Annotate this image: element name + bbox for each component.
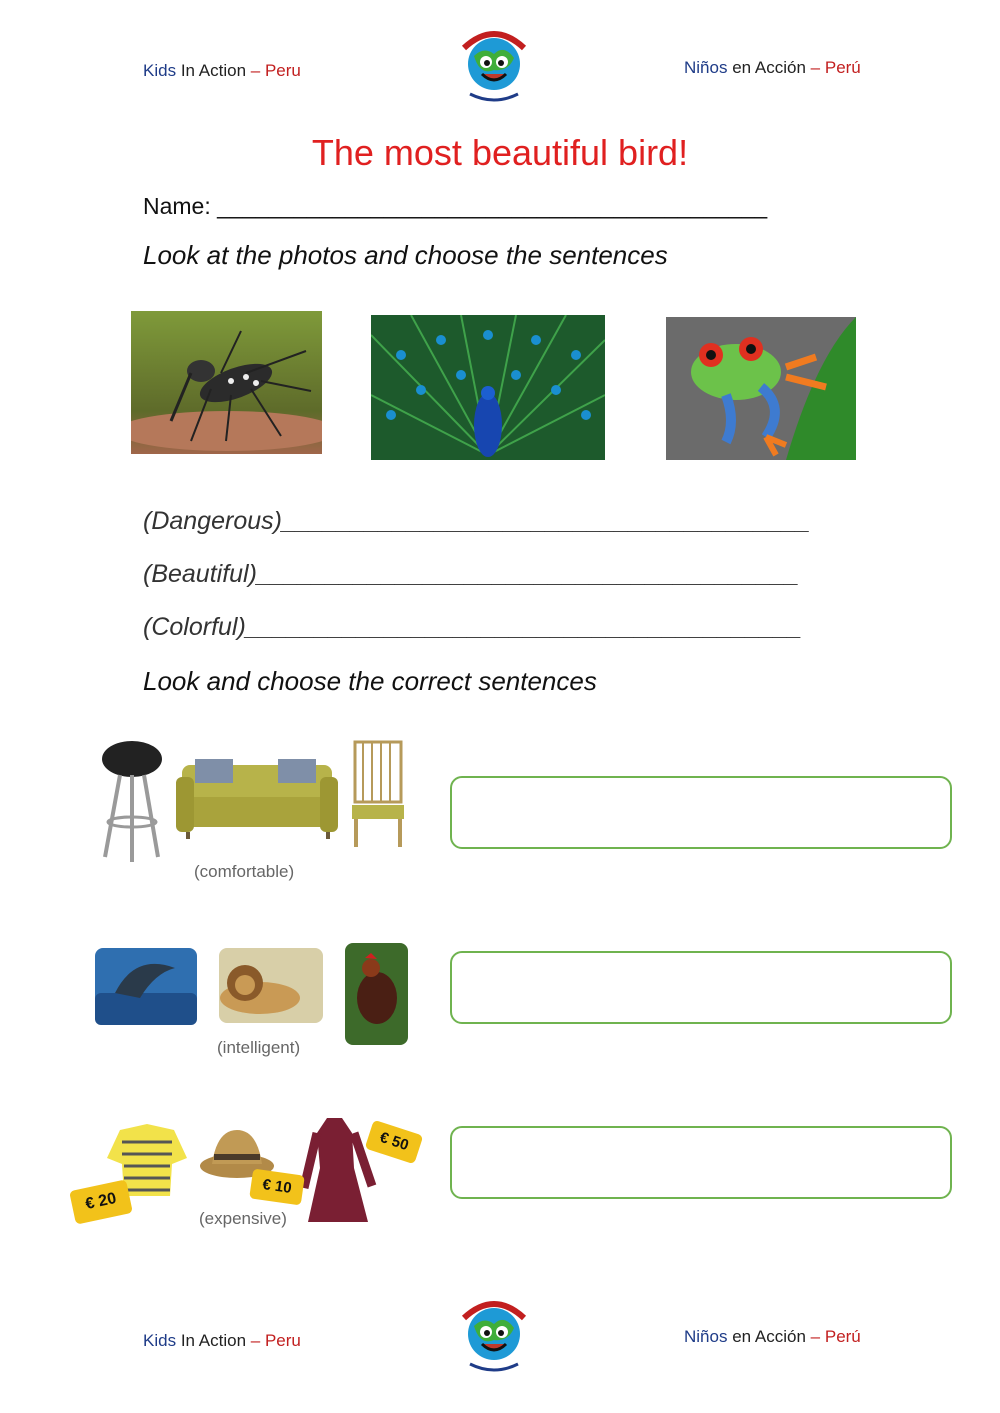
frog-photo xyxy=(666,317,856,460)
price-tag-20: € 20 xyxy=(69,1179,133,1224)
price-tag-10: € 10 xyxy=(249,1169,305,1206)
brand-pais: – Perú xyxy=(810,58,861,77)
answer-box-intelligent[interactable] xyxy=(450,951,952,1024)
page-title: The most beautiful bird! xyxy=(311,132,689,173)
header-left-text xyxy=(143,61,301,81)
answer-box-comfortable[interactable] xyxy=(450,776,952,849)
name-field[interactable]: Name: ___________________________________________ xyxy=(143,193,768,219)
sentence-line-dangerous[interactable]: (Dangerous)______________________________________ xyxy=(143,507,811,535)
footer-logo xyxy=(450,1290,538,1378)
caption-intelligent: (intelligent) xyxy=(217,1038,301,1057)
header-right-text xyxy=(684,58,861,78)
instruction-correct-sentences: Look and choose the correct sentences xyxy=(143,666,597,696)
brand-country: – Peru xyxy=(250,61,301,80)
footer-right-text xyxy=(684,1327,861,1347)
mosquito-photo xyxy=(131,311,322,454)
footer-brand-ninos: Niños xyxy=(684,1327,728,1346)
brand-in-action: In Action xyxy=(180,61,247,80)
brand-en-accion: en Acción xyxy=(732,58,806,77)
caption-expensive: (expensive) xyxy=(199,1209,287,1228)
animals-image xyxy=(95,943,415,1048)
footer-brand-country: – Peru xyxy=(250,1331,301,1350)
sentence-line-beautiful[interactable]: (Beautiful)_______________________________________ xyxy=(143,560,800,588)
peacock-photo xyxy=(371,315,605,460)
footer-left-text xyxy=(143,1331,301,1351)
footer-brand-in-action: In Action xyxy=(180,1331,247,1350)
brand-kids: Kids xyxy=(143,61,177,80)
caption-comfortable: (comfortable) xyxy=(194,862,295,881)
sentence-line-colorful[interactable]: (Colorful)________________________________________ xyxy=(143,613,802,641)
brand-ninos: Niños xyxy=(684,58,728,77)
footer-brand-en-accion: en Acción xyxy=(732,1327,806,1346)
footer-brand-pais: – Perú xyxy=(810,1327,861,1346)
kids-in-action-logo xyxy=(450,20,538,108)
footer-brand-kids: Kids xyxy=(143,1331,177,1350)
answer-box-expensive[interactable] xyxy=(450,1126,952,1199)
instruction-photos: Look at the photos and choose the sentences xyxy=(143,240,668,270)
price-tag-50: € 50 xyxy=(365,1120,424,1165)
